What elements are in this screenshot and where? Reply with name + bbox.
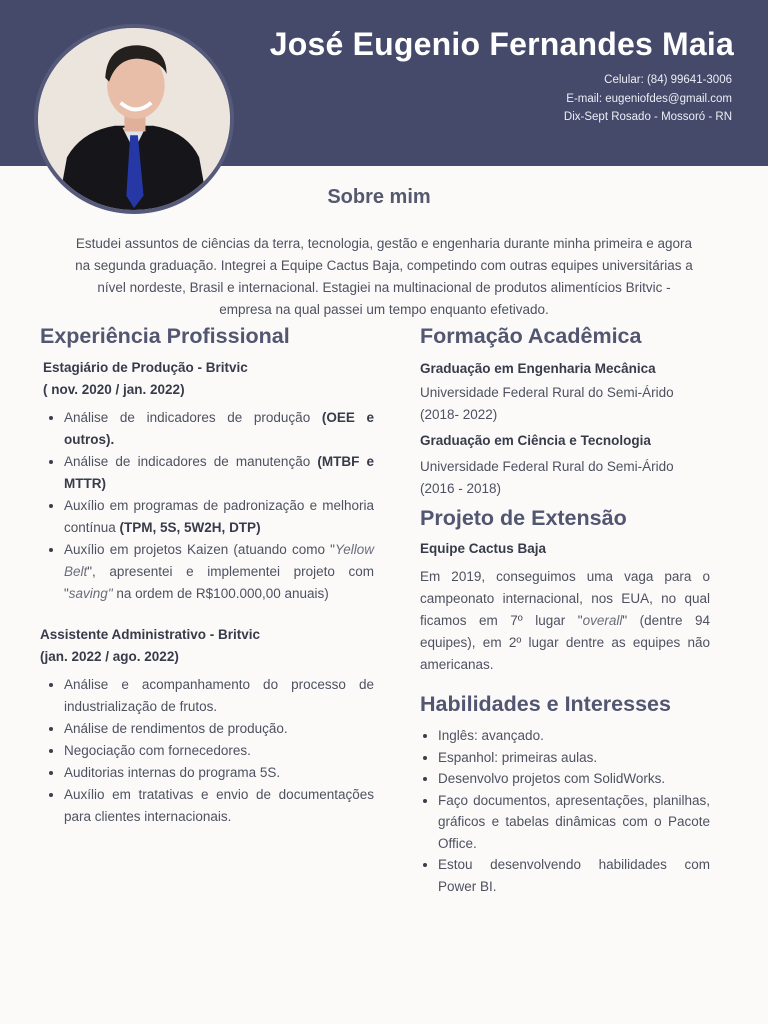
job-1-list [40, 407, 374, 605]
list-item: • Auditorias internas do programa 5S. [64, 762, 374, 784]
project-text: Em 2019, conseguimos uma vaga para o campeonato internacional, nos EUA, no qual ficamos em 7º lugar "overall" (dentre 94 equipes), em 2º lugar dentre as equipes não americanas. [420, 569, 710, 672]
candidate-name: José Eugenio Fernandes Maia [269, 26, 734, 62]
degree-2-period: (2016 - 2018) [420, 481, 502, 496]
list-item: • Negociação com fornecedores. [64, 740, 374, 762]
about-title: Sobre mim [327, 186, 431, 208]
list-item: • Desenvolvo projetos com SolidWorks. [438, 768, 710, 790]
project-name: Equipe Cactus Baja [420, 541, 547, 556]
experience-heading: Experiência Profissional [40, 324, 290, 348]
list-item: • Estou desenvolvendo habilidades com Power BI. [438, 854, 710, 897]
list-item: • Auxílio em programas de padronização e melhoria contínua (TPM, 5S, 5W2H, DTP) [64, 495, 374, 539]
job-2-period: (jan. 2022 / ago. 2022) [40, 649, 179, 664]
job-1-title: Estagiário de Produção - Britvic [43, 360, 248, 375]
education-heading: Formação Acadêmica [420, 324, 642, 348]
about-text: Estudei assuntos de ciências da terra, tecnologia, gestão e engenharia durante minha primeira e agora na segunda graduação. Integrei a Equipe Cactus Baja, competindo com outras equipes universitárias a nível nordeste, Brasil e internacional. Estagiei na multinacional de produtos alimentícios Britvic - empresa na qual passei um tempo enquanto efetivado. [75, 236, 693, 317]
skills-heading: Habilidades e Interesses [420, 692, 671, 716]
degree-2-title: Graduação em Ciência e Tecnologia [420, 433, 651, 448]
degree-1-title: Graduação em Engenharia Mecânica [420, 361, 656, 376]
location-text: Dix-Sept Rosado - Mossoró - RN [563, 111, 732, 123]
job-2-list [40, 674, 374, 828]
contact-info [564, 71, 732, 127]
left-column [40, 324, 374, 828]
degree-2-school: Universidade Federal Rural do Semi-Árido [420, 459, 674, 474]
degree-1-period: (2018- 2022) [420, 407, 498, 422]
job-1-period: ( nov. 2020 / jan. 2022) [43, 382, 185, 397]
skills-list [420, 725, 710, 897]
job-2 [40, 624, 374, 668]
job-1 [40, 357, 374, 401]
phone-text: Celular: (84) 99641-3006 [604, 74, 732, 86]
email-text: E-mail: eugeniofdes@gmail.com [566, 92, 732, 105]
job-2-title: Assistente Administrativo - Britvic [40, 627, 261, 642]
profile-photo-image [38, 28, 230, 210]
list-item: • Inglês: avançado. [438, 725, 710, 747]
list-item: • Faço documentos, apresentações, planilhas, gráficos e tabelas dinâmicas com o Pacote Office. [438, 790, 710, 855]
list-item: • Espanhol: primeiras aulas. [438, 747, 710, 769]
list-item: • Auxílio em tratativas e envio de documentações para clientes internacionais. [64, 784, 374, 828]
list-item: • Análise de rendimentos de produção. [64, 718, 374, 740]
list-item: • Auxílio em projetos Kaizen (atuando como "Yellow Belt", apresentei e implementei projeto com "saving" na ordem de R$100.000,00 anuais) [64, 539, 374, 605]
degree-1-school: Universidade Federal Rural do Semi-Árido [420, 385, 674, 400]
list-item: • Análise de indicadores de produção (OEE e outros). [64, 407, 374, 451]
project-heading: Projeto de Extensão [420, 506, 627, 530]
list-item: • Análise e acompanhamento do processo de industrialização de frutos. [64, 674, 374, 718]
list-item: • Análise de indicadores de manutenção (MTBF e MTTR) [64, 451, 374, 495]
right-column [420, 324, 710, 897]
